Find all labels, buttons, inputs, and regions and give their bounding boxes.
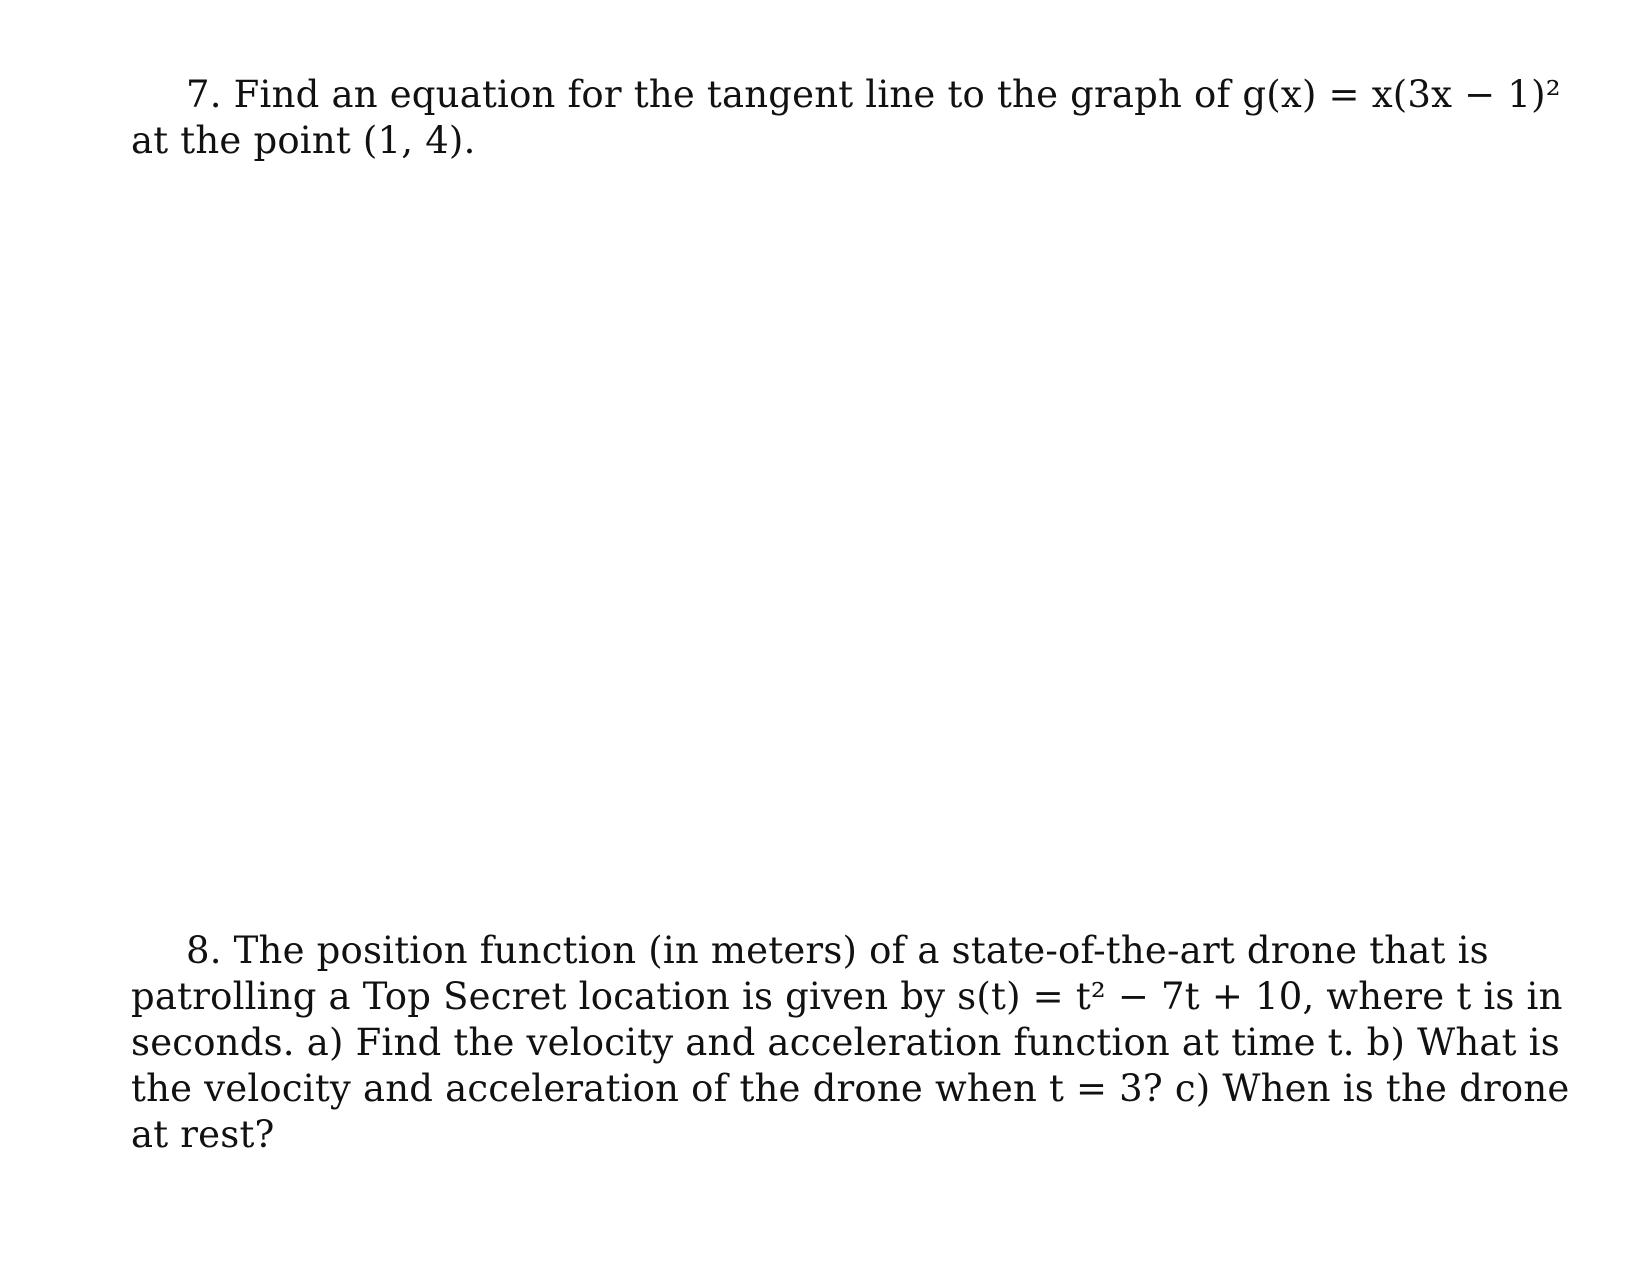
- problem-8-line-1: 8. The position function (in meters) of a state-of-the-art drone that is: [186, 929, 1489, 972]
- problem-8-line-4: the velocity and acceleration of the drone when t = 3? c) When is the drone: [131, 1067, 1570, 1110]
- problem-7: [131, 72, 1561, 164]
- problem-8: [131, 928, 1570, 1158]
- problem-8-line-5: at rest?: [131, 1113, 275, 1156]
- problem-8-line-2: patrolling a Top Secret location is given by s(t) = t² − 7t + 10, where t is in: [131, 975, 1563, 1018]
- problem-8-line-3: seconds. a) Find the velocity and acceleration function at time t. b) What is: [131, 1021, 1560, 1064]
- problem-7-line-1: 7. Find an equation for the tangent line to the graph of g(x) = x(3x − 1)²: [186, 73, 1561, 116]
- problem-7-line-2: at the point (1, 4).: [131, 119, 476, 162]
